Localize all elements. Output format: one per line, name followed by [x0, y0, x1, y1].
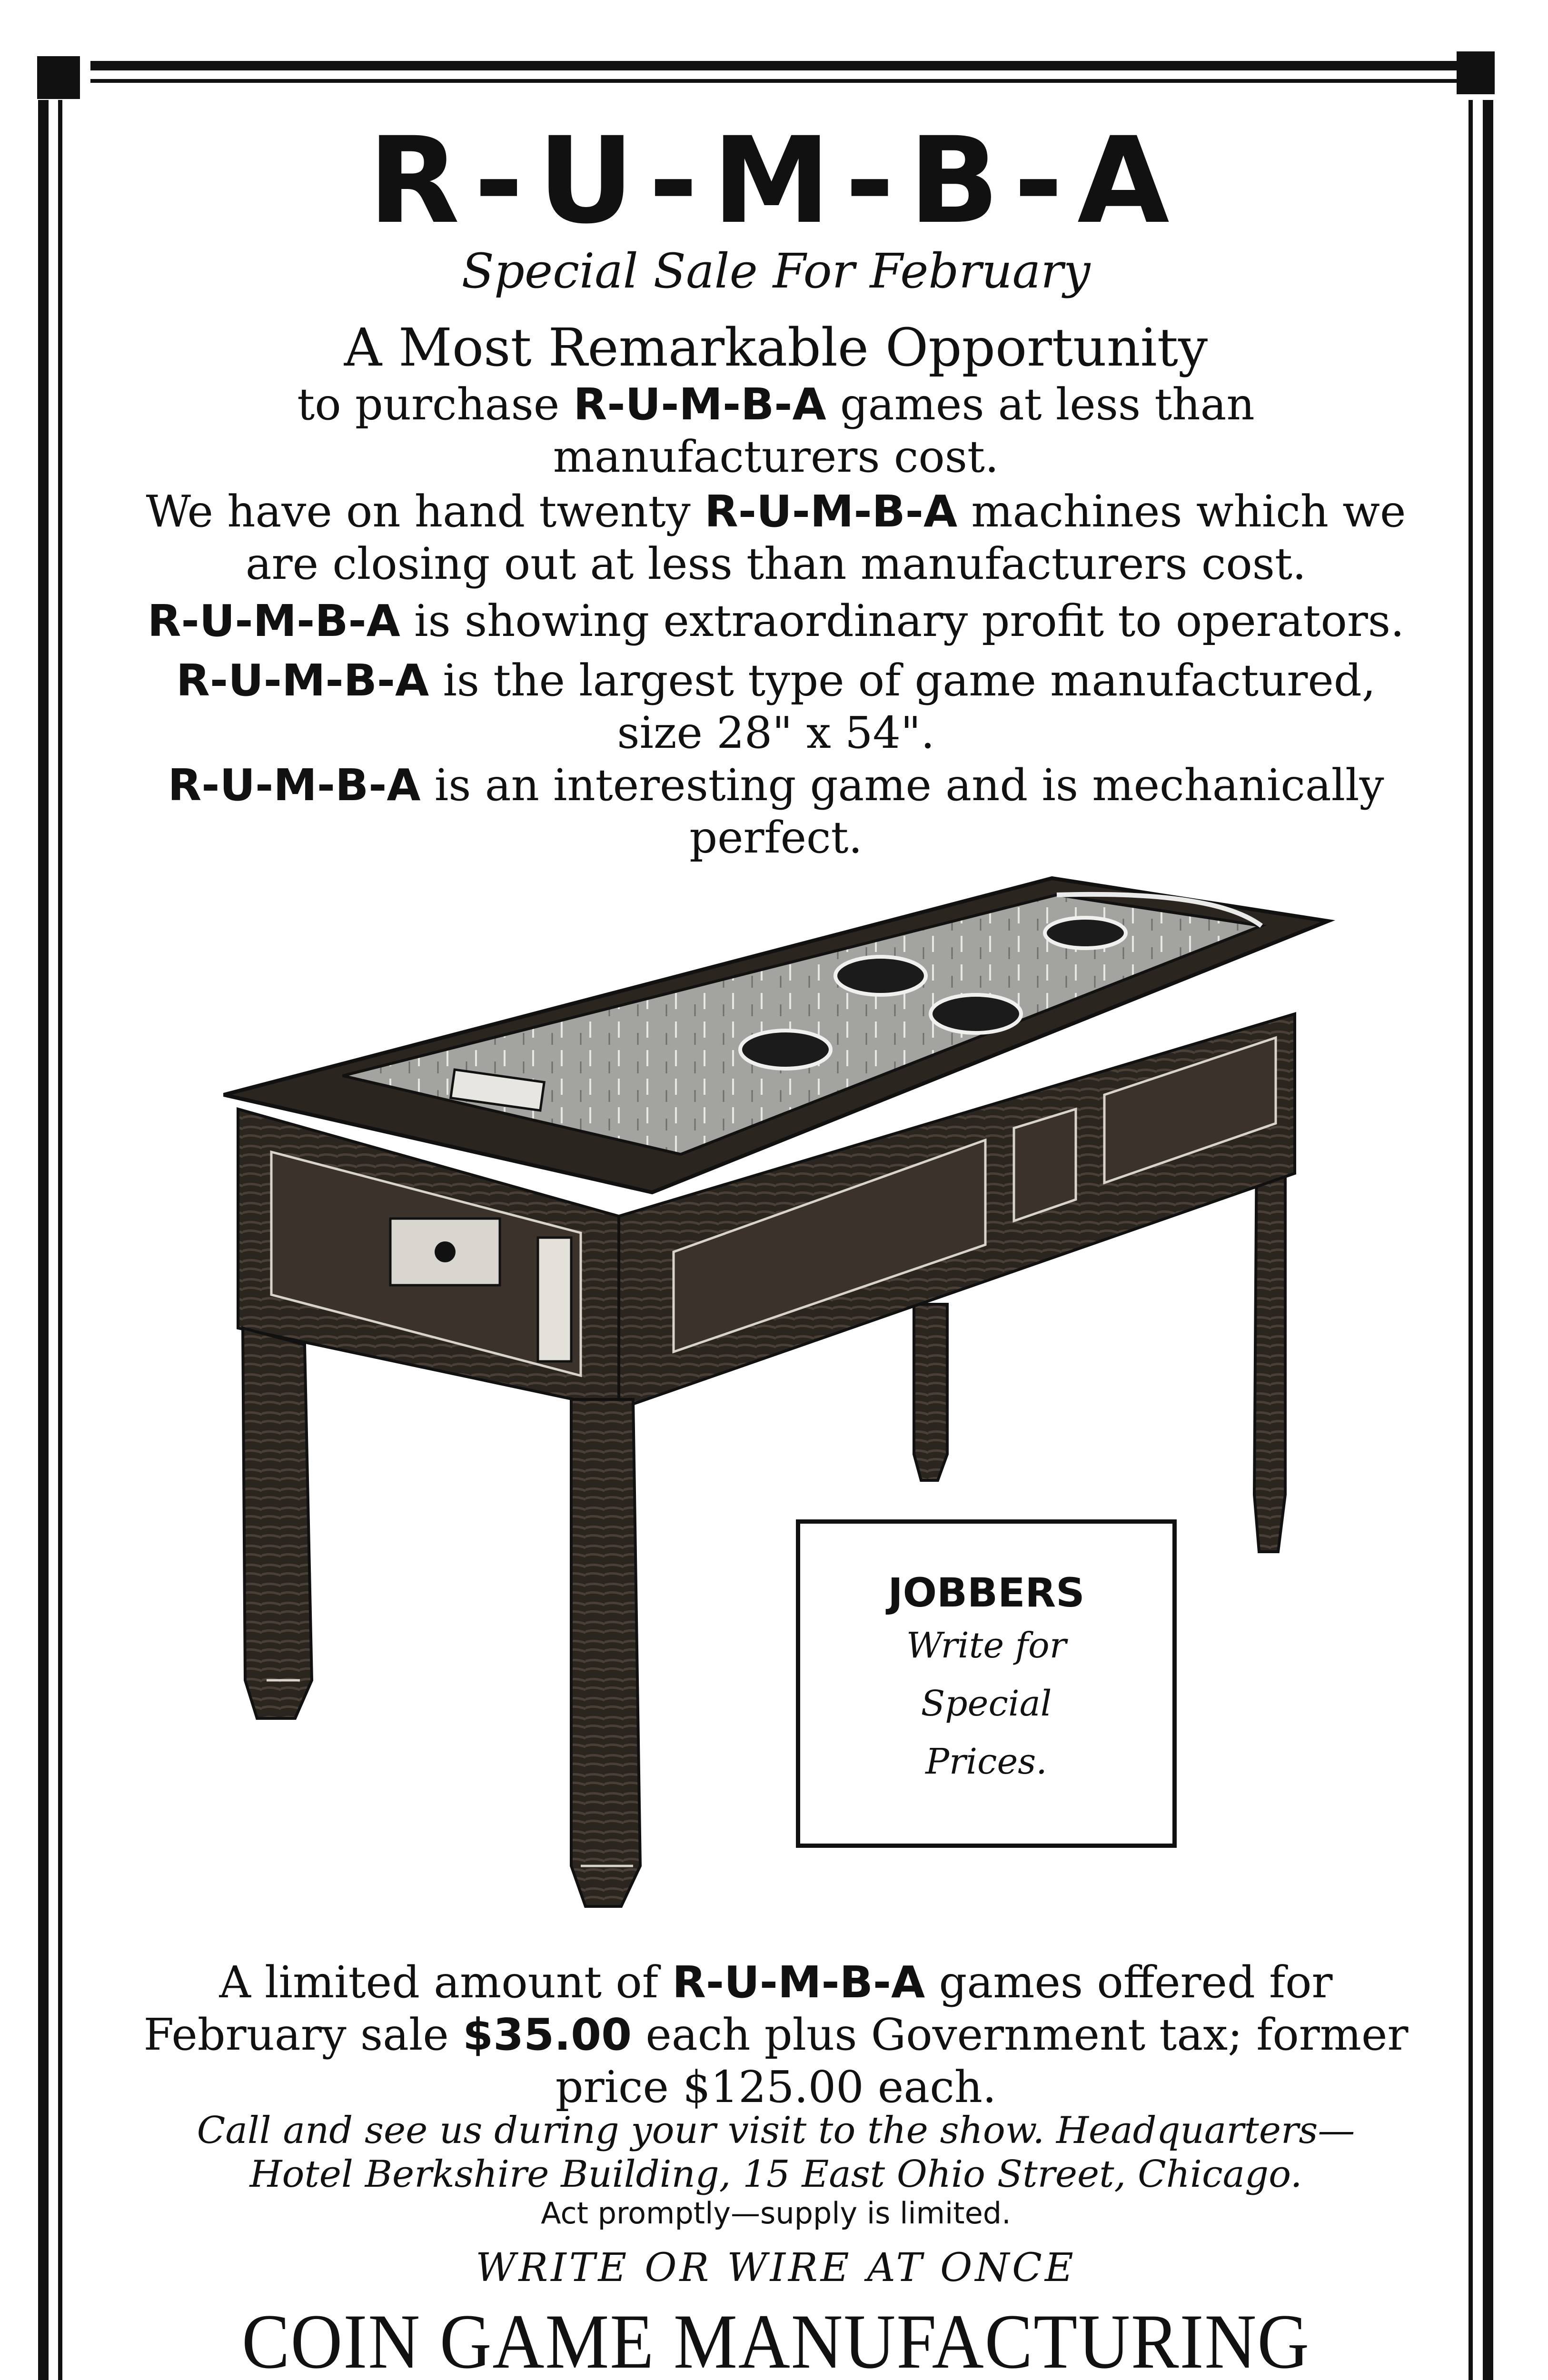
table-front-legs	[243, 1328, 640, 1906]
paragraph-text: to purchase	[297, 379, 574, 430]
company-name: COIN GAME MANUFACTURING	[241, 2299, 1310, 2380]
jobbers-line: Prices.	[925, 1741, 1047, 1782]
lead-headline: A Most Remarkable Opportunity	[344, 317, 1208, 378]
paragraph-profit	[143, 595, 1409, 647]
frame-right-rule-outer	[1483, 100, 1493, 2380]
paragraph-text: is showing extraordinary profit to operators.	[400, 595, 1405, 646]
frame-left-rule-inner	[58, 100, 62, 2380]
frame-corner-top-right	[1457, 51, 1495, 94]
act-promptly-note: Act promptly—supply is limited.	[541, 2196, 1011, 2231]
paragraph-text: each plus Government tax; former price $125.00 each.	[555, 2009, 1409, 2112]
ad-subtitle: Special Sale For February	[461, 243, 1091, 299]
brand-name: R-U-M-B-A	[573, 379, 826, 430]
jobbers-line: Write for	[906, 1625, 1067, 1666]
jobbers-heading: JOBBERS	[888, 1569, 1085, 1616]
paragraph-text: is the largest type of game manufactured, size 28" x 54".	[429, 655, 1376, 758]
frame-left-rule-outer	[38, 100, 49, 2380]
sale-price: $35.00	[463, 2009, 632, 2060]
frame-top-rule-inner	[90, 79, 1457, 83]
brand-name: R-U-M-B-A	[176, 655, 429, 706]
paragraph-mechanics	[143, 759, 1409, 864]
paragraph-stock	[143, 486, 1409, 590]
frame-corner-top-left	[37, 56, 80, 99]
paragraph-size	[143, 654, 1409, 759]
brand-name: R-U-M-B-A	[168, 760, 421, 811]
jobbers-line: Special	[921, 1683, 1052, 1724]
brand-name: R-U-M-B-A	[705, 486, 958, 537]
ad-title: R-U-M-B-A	[368, 111, 1184, 250]
offer-paragraph	[143, 1956, 1409, 2113]
paragraph-text: is an interesting game and is mechanically perfect.	[420, 760, 1384, 863]
paragraph-text: games at less than manufacturers cost.	[553, 379, 1255, 482]
paragraph-text: games offered for February sale	[143, 1957, 1333, 2060]
paragraph-text: machines which we are closing out at less than manufacturers cost.	[245, 486, 1406, 589]
paragraph-text: A limited amount of	[219, 1957, 673, 2008]
brand-name: R-U-M-B-A	[672, 1957, 925, 2008]
pin-game-table-illustration	[205, 876, 1361, 1952]
brand-name: R-U-M-B-A	[147, 595, 400, 646]
paragraph-purchase	[143, 378, 1409, 483]
frame-top-rule-outer	[90, 61, 1457, 70]
write-wire-callout: WRITE OR WIRE AT ONCE	[476, 2245, 1076, 2291]
jobbers-box	[796, 1519, 1177, 1848]
frame-right-rule-inner	[1469, 100, 1473, 2380]
show-note: Call and see us during your visit to the show. Headquarters— Hotel Berkshire Building, 15 East Ohio Street, Chicago.	[197, 2109, 1355, 2196]
paragraph-text: We have on hand twenty	[146, 486, 705, 537]
